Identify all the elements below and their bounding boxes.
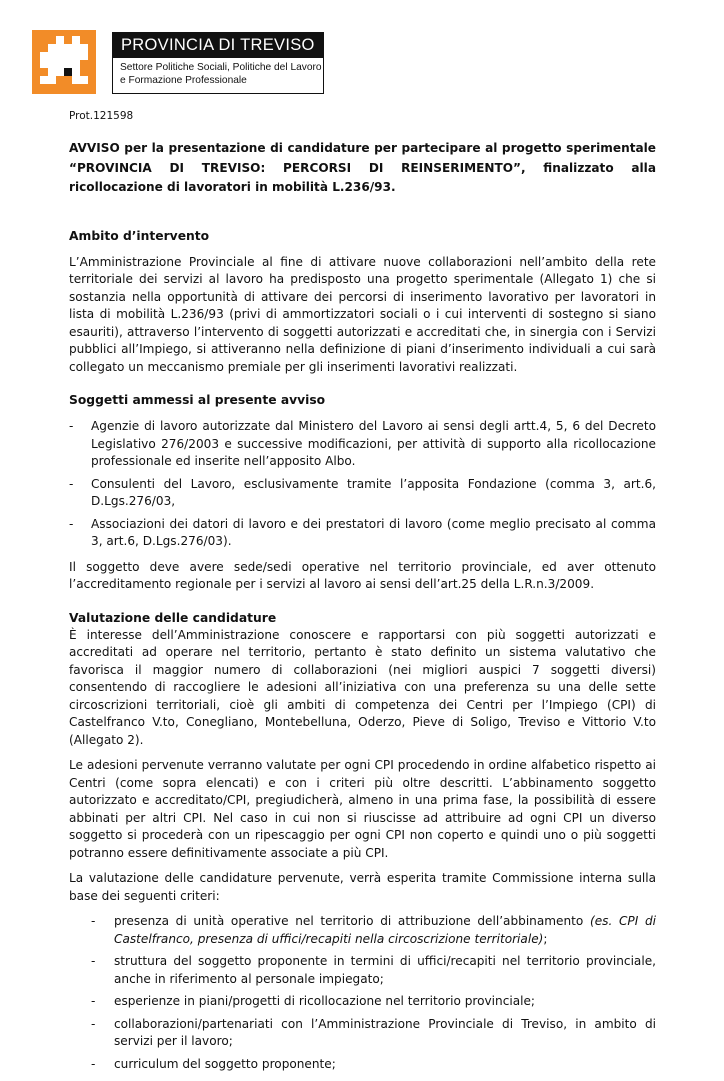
document-title: AVVISO per la presentazione di candidature per partecipare al progetto sperimentale “PROVINCIA DI TREVISO: PERCORSI DI REINSERIMENTO”, finalizzato alla ricollocazione di lavoratori in mobilità L.236/93. xyxy=(69,141,656,194)
valutazione-paragraph-2: Le adesioni pervenute verranno valutate per ogni CPI procedendo in ordine alfabetico rispetto ai Centri (come sopra elencati) e con i criteri più oltre descritti. L’abbinamento soggetto autorizzato e accreditato/CPI, pregiudicherà, almeno in una prima fase, la possibilità di essere abbinati per altri CPI. Nel caso in cui non si riuscisse ad attribuire ad ogni CPI un diverso soggetto si procederà con un ripescaggio per ogni CPI non coperto e quindi uno o più soggetti potranno essere definitivamente associate a più CPI. xyxy=(69,758,656,860)
dept-line-2: e Formazione Professionale xyxy=(120,74,247,86)
valutazione-paragraph-3: La valutazione delle candidature pervenute, verrà esperita tramite Commissione interna sulla base dei seguenti criteri: xyxy=(69,871,656,903)
list-item: - struttura del soggetto proponente in termini di uffici/recapiti nel territorio provinciale, anche in riferimento al personale impiegato; xyxy=(91,954,656,986)
section-heading-valutazione: Valutazione delle candidature xyxy=(69,610,277,625)
org-name: PROVINCIA DI TREVISO xyxy=(113,33,323,58)
soggetti-list xyxy=(69,418,656,551)
criteria-list xyxy=(69,913,656,1073)
list-item: - curriculum del soggetto proponente; xyxy=(91,1056,336,1071)
dept-line-1: Settore Politiche Sociali, Politiche del Lavoro xyxy=(120,62,322,73)
dept-name xyxy=(113,58,323,87)
protocol-number: Prot.121598 xyxy=(69,110,134,122)
list-item: - presenza di unità operative nel territorio di attribuzione dell’abbinamento (es. CPI di Castelfranco, presenza di uffici/recapiti nella circoscrizione territoriale); xyxy=(91,914,656,946)
section-paragraph-ambito: L’Amministrazione Provinciale al fine di attivare nuove collaborazioni nell’ambito della rete territoriale dei servizi al lavoro ha predisposto una progetto sperimentale (Allegato 1) che si sostanzia nella opportunità di attivare dei percorsi di inserimento lavorativo per lavoratori in lista di mobilità L.236/93 (privi di ammortizzatori sociali o i cui interventi di sostegno si siano esauriti), attraverso l’intervento di soggetti autorizzati e accreditati che, in sinergia con i Servizi pubblici all’Impiego, si attiveranno nella definizione di piani d’inserimento individuali a cui sarà collegato un meccanismo premiale per gli inserimenti lavorativi realizzati. xyxy=(69,254,656,374)
list-item: - Associazioni dei datori di lavoro e dei prestatori di lavoro (come meglio precisato al comma 3, art.6, D.Lgs.276/03). xyxy=(69,516,656,548)
list-item: - Consulenti del Lavoro, esclusivamente tramite l’apposita Fondazione (comma 3, art.6, D.Lgs.276/03, xyxy=(69,476,656,508)
list-item: - collaborazioni/partenariati con l’Amministrazione Provinciale di Treviso, in ambito di servizi per il lavoro; xyxy=(91,1016,656,1048)
soggetti-closing: Il soggetto deve avere sede/sedi operative nel territorio provinciale, ed aver ottenuto l’accreditamento regionale per i servizi al lavoro ai sensi dell’art.25 della L.R.n.3/2009. xyxy=(69,559,656,591)
section-heading-ambito: Ambito d’intervento xyxy=(69,228,210,243)
valutazione-paragraph-1: È interesse dell’Amministrazione conoscere e rapportarsi con più soggetti autorizzati e accreditati ad operare nel territorio, pertanto è stato definito un sistema valutativo che favorisca il maggior numero di collaborazioni (nei migliori auspici 7 soggetti diversi) consentendo di raccogliere le adesioni all’iniziativa con una preferenza su una delle sette circoscrizioni territoriali, cioè gli ambiti di competenza dei Centri per l’Impiego (CPI) di Castelfranco V.to, Conegliano, Montebelluna, Oderzo, Pieve di Soligo, Treviso e Vittorio V.to (Allegato 2). xyxy=(69,627,656,747)
list-item: - esperienze in piani/progetti di ricollocazione nel territorio provinciale; xyxy=(91,994,535,1008)
section-heading-soggetti: Soggetti ammessi al presente avviso xyxy=(69,393,326,407)
document-body xyxy=(69,110,656,1081)
provincia-logo xyxy=(32,30,96,94)
list-item: - Agenzie di lavoro autorizzate dal Ministero del Lavoro ai sensi degli artt.4, 5, 6 del Decreto Legislativo 276/2003 e successive modificazioni, per attività di supporto alla ricollocazione professionale ed inserite nell’apposito Albo. xyxy=(69,419,656,468)
header-banner xyxy=(112,32,324,94)
